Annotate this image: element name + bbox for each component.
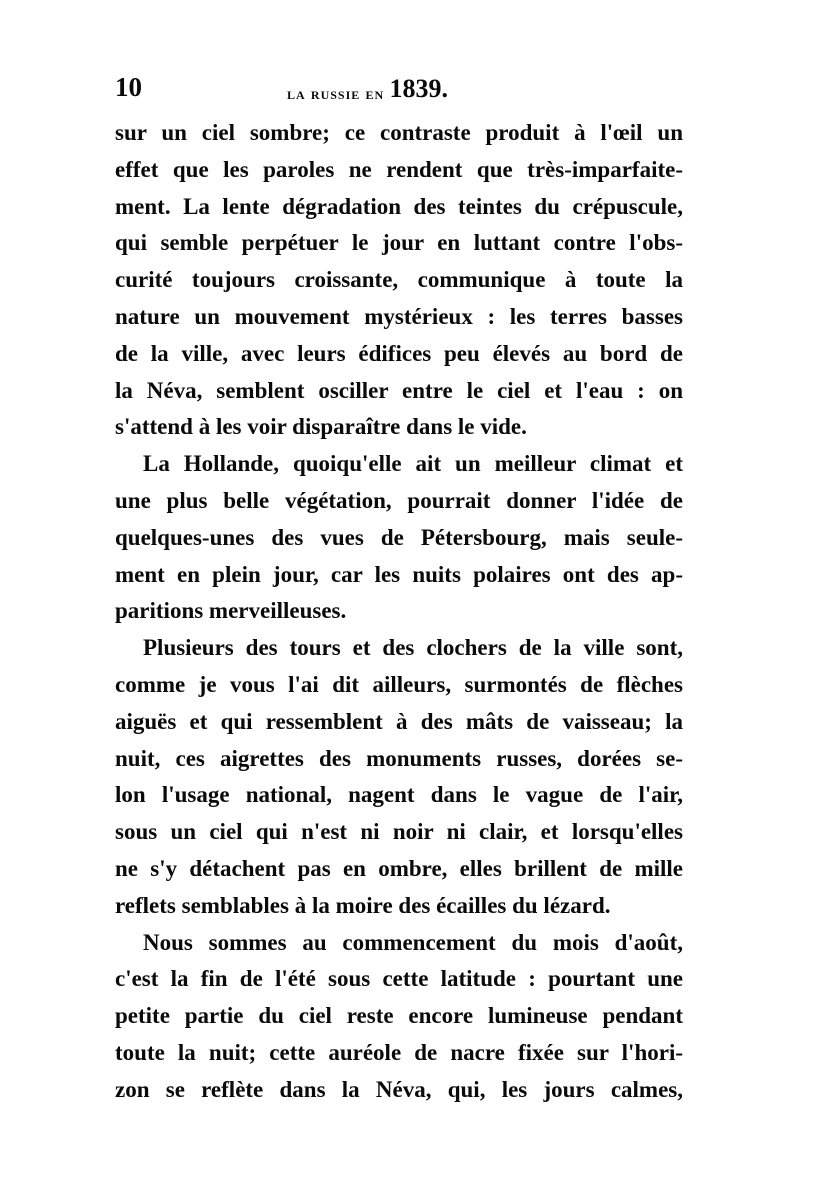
text-line: zon se reflète dans la Néva, qui, les jours calmes, (115, 1076, 683, 1102)
running-title-text: la russie en (287, 84, 385, 103)
text-line: nuit, ces aigrettes des monuments russes, dorées se- (115, 745, 683, 771)
body-text (115, 115, 683, 1109)
text-line: ment. La lente dégradation des teintes du crépuscule, (115, 193, 683, 219)
text-line: lon l'usage national, nagent dans le vague de l'air, (115, 782, 683, 808)
text-line: La Hollande, quoiqu'elle ait un meilleur climat et (143, 451, 683, 477)
running-title-year: 1839. (389, 74, 448, 103)
text-line: ne s'y détachent pas en ombre, elles brillent de mille (115, 855, 683, 881)
text-line: nature un mouvement mystérieux : les terres basses (115, 303, 683, 329)
text-line: qui semble perpétuer le jour en luttant contre l'obs- (115, 230, 683, 256)
text-line: ment en plein jour, car les nuits polaires ont des ap- (115, 561, 683, 587)
text-line: de la ville, avec leurs édifices peu élevés au bord de (115, 340, 683, 366)
text-line: s'attend à les voir disparaître dans le vide. (115, 414, 527, 440)
text-line: c'est la fin de l'été sous cette latitude : pourtant une (115, 966, 683, 992)
text-line: la Néva, semblent osciller entre le ciel et l'eau : on (115, 377, 683, 403)
page-number: 10 (115, 72, 142, 102)
text-line: toute la nuit; cette auréole de nacre fixée sur l'hori- (115, 1039, 683, 1065)
text-line: reflets semblables à la moire des écailles du lézard. (115, 892, 611, 918)
page-header (115, 72, 685, 112)
text-line: curité toujours croissante, communique à toute la (115, 267, 683, 293)
text-line: une plus belle végétation, pourrait donner l'idée de (115, 487, 683, 513)
text-line: quelques-unes des vues de Pétersbourg, mais seule- (115, 524, 683, 550)
text-line: sous un ciel qui n'est ni noir ni clair, et lorsqu'elles (115, 819, 683, 845)
text-line: Nous sommes au commencement du mois d'août, (143, 929, 683, 955)
text-line: Plusieurs des tours et des clochers de la ville sont, (143, 635, 683, 661)
running-title (287, 76, 448, 106)
text-line: petite partie du ciel reste encore lumineuse pendant (115, 1003, 683, 1029)
text-line: sur un ciel sombre; ce contraste produit à l'œil un (115, 120, 683, 145)
text-line: aiguës et qui ressemblent à des mâts de vaisseau; la (115, 708, 683, 734)
text-line: effet que les paroles ne rendent que très-imparfaite- (115, 156, 683, 182)
text-line: paritions merveilleuses. (115, 598, 347, 624)
text-line: comme je vous l'ai dit ailleurs, surmontés de flèches (115, 671, 683, 697)
